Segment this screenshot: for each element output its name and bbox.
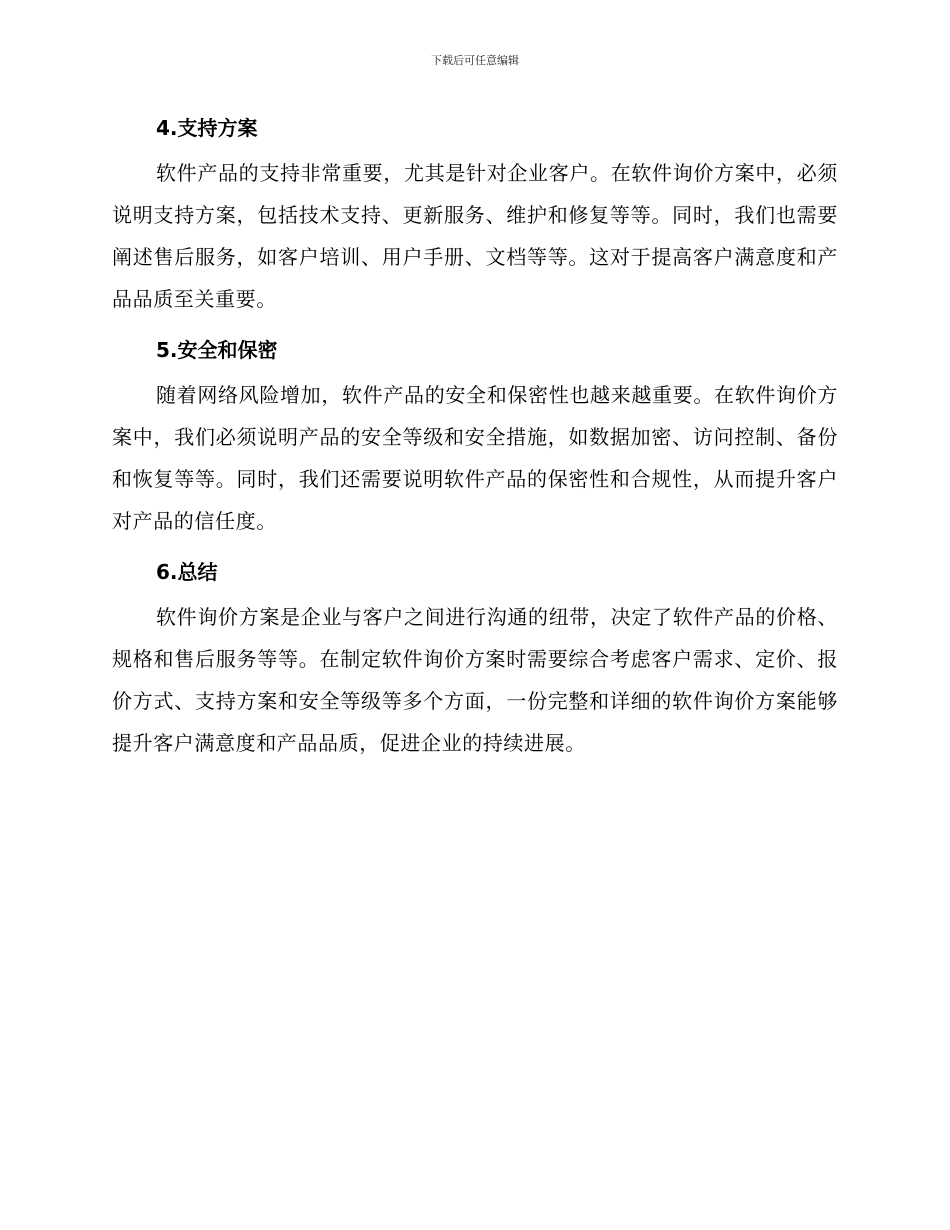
- section-heading: 4.支持方案: [156, 116, 258, 140]
- page-header: 下载后可任意编辑: [431, 54, 519, 67]
- section-security: [112, 332, 838, 542]
- document-content: [112, 110, 838, 776]
- section-heading: 5.安全和保密: [156, 338, 278, 362]
- section-support-plan: [112, 110, 838, 320]
- section-paragraph: 软件询价方案是企业与客户之间进行沟通的纽带，决定了软件产品的价格、规格和售后服务等等。在制定软件询价方案时需要综合考虑客户需求、定价、报价方式、支持方案和安全等级等多个方面，一份完整和详细的软件询价方案能够提升客户满意度和产品品质，促进企业的持续进展。: [112, 605, 838, 755]
- section-paragraph: 软件产品的支持非常重要，尤其是针对企业客户。在软件询价方案中，必须说明支持方案，包括技术支持、更新服务、维护和修复等等。同时，我们也需要阐述售后服务，如客户培训、用户手册、文档等等。这对于提高客户满意度和产品品质至关重要。: [112, 161, 838, 311]
- section-summary: [112, 554, 838, 764]
- section-paragraph: 随着网络风险增加，软件产品的安全和保密性也越来越重要。在软件询价方案中，我们必须说明产品的安全等级和安全措施，如数据加密、访问控制、备份和恢复等等。同时，我们还需要说明软件产品的保密性和合规性，从而提升客户对产品的信任度。: [112, 383, 838, 533]
- section-heading: 6.总结: [156, 560, 218, 584]
